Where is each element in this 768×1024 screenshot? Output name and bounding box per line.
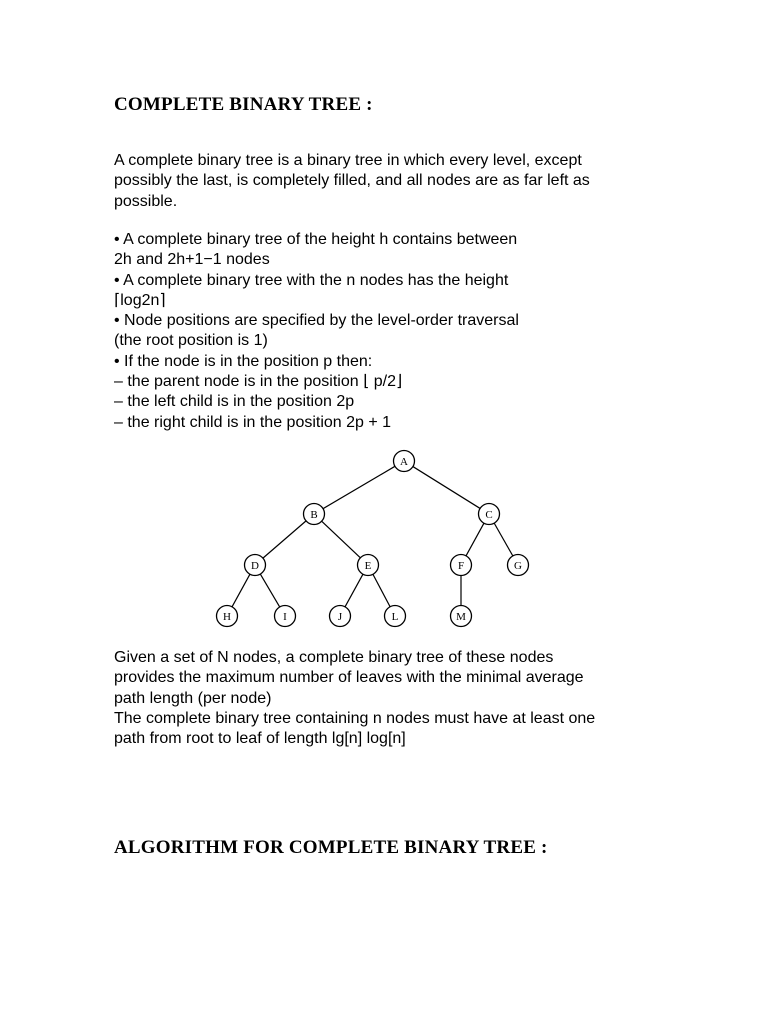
tree-edge-A-C	[413, 467, 480, 509]
text-line: possible.	[114, 192, 178, 210]
property-list	[114, 230, 674, 433]
intro-paragraph	[114, 151, 674, 212]
list-item: – the left child is in the position 2p	[114, 393, 355, 411]
text-line: possibly the last, is completely filled, and all nodes are as far left as	[114, 172, 590, 190]
tree-node-label: I	[283, 611, 287, 623]
tree-edge-B-E	[322, 521, 361, 558]
tree-node-D	[245, 555, 266, 576]
tree-edge-E-J	[345, 574, 363, 607]
tree-node-label: E	[364, 560, 372, 572]
tree-node-L	[385, 606, 406, 627]
text-line: The complete binary tree containing n nodes must have at least one	[114, 709, 596, 727]
tree-node-label: M	[456, 611, 466, 623]
tree-node-A	[394, 451, 415, 472]
tree-node-label: C	[485, 509, 493, 521]
tree-edge-D-I	[260, 574, 279, 607]
list-item: – the parent node is in the position ⌊ p/2⌋	[114, 373, 403, 391]
binary-tree-diagram	[210, 445, 540, 635]
text-line: A complete binary tree is a binary tree in which every level, except	[114, 152, 582, 169]
tree-edge-E-L	[373, 574, 390, 606]
tree-edge-C-F	[466, 523, 484, 556]
tree-edge-D-H	[232, 574, 250, 607]
text-line: Given a set of N nodes, a complete binary tree of these nodes	[114, 649, 554, 666]
section-heading: ALGORITHM FOR COMPLETE BINARY TREE :	[114, 837, 548, 858]
tree-node-label: G	[514, 560, 522, 572]
tree-node-label: F	[457, 560, 465, 572]
list-item: • A complete binary tree of the height h contains between	[114, 231, 518, 248]
list-item: ⌈log2n⌉	[114, 291, 166, 309]
tree-node-H	[217, 606, 238, 627]
tree-node-label: B	[310, 509, 318, 521]
tree-node-C	[479, 504, 500, 525]
tree-node-label: H	[223, 611, 231, 623]
tree-edge-C-G	[494, 523, 513, 556]
summary-paragraph	[114, 648, 674, 749]
list-item: • A complete binary tree with the n nodes has the height	[114, 271, 509, 289]
page-title: COMPLETE BINARY TREE :	[114, 94, 373, 115]
tree-node-M	[451, 606, 472, 627]
tree-node-J	[330, 606, 351, 627]
list-item: – the right child is in the position 2p + 1	[114, 413, 392, 431]
text-line: path length (per node)	[114, 689, 272, 707]
tree-node-B	[304, 504, 325, 525]
tree-edge-A-B	[323, 466, 395, 508]
tree-edges	[232, 466, 513, 607]
tree-edge-B-D	[263, 521, 306, 558]
list-item: 2h and 2h+1−1 nodes	[114, 251, 270, 269]
tree-node-label: L	[391, 611, 399, 623]
list-item: (the root position is 1)	[114, 332, 268, 350]
tree-node-label: J	[337, 611, 343, 623]
text-line: path from root to leaf of length lg[n] log[n]	[114, 730, 406, 748]
tree-node-label: D	[251, 560, 259, 572]
tree-node-G	[508, 555, 529, 576]
text-line: provides the maximum number of leaves with the minimal average	[114, 669, 584, 687]
tree-node-I	[275, 606, 296, 627]
list-item: • Node positions are specified by the level-order traversal	[114, 312, 519, 330]
list-item: • If the node is in the position p then:	[114, 352, 373, 370]
tree-node-E	[358, 555, 379, 576]
tree-node-label: A	[400, 456, 408, 468]
tree-node-F	[451, 555, 472, 576]
